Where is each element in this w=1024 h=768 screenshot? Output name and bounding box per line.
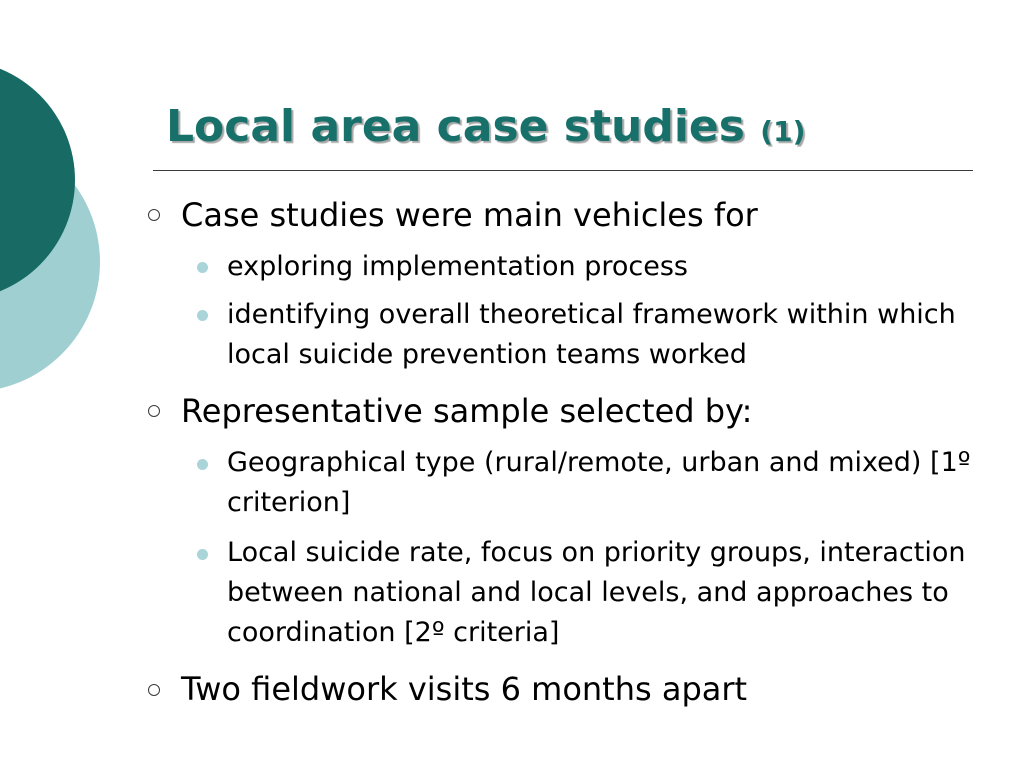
hollow-circle-bullet-icon	[148, 405, 160, 417]
title-divider	[153, 170, 973, 171]
filled-dot-bullet-icon	[197, 549, 208, 560]
decorative-circles	[0, 0, 110, 400]
slide-title-main: Local area case studies	[166, 101, 745, 152]
sub-bullet-geographical: Geographical type (rural/remote, urban and mixed) [1º criterion]	[227, 447, 971, 518]
sub-bullet-identifying: identifying overall theoretical framework within which local suicide prevention teams worked	[227, 299, 956, 370]
sub-bullet-exploring: exploring implementation process	[227, 251, 688, 282]
slide-title-number: (1)	[760, 115, 806, 148]
filled-dot-bullet-icon	[197, 262, 208, 273]
hollow-circle-bullet-icon	[148, 684, 160, 696]
bullet-representative-sample: Representative sample selected by:	[181, 392, 753, 430]
bullet-case-studies: Case studies were main vehicles for	[181, 196, 758, 234]
filled-dot-bullet-icon	[197, 459, 208, 470]
bullet-fieldwork-visits: Two fieldwork visits 6 months apart	[181, 670, 748, 708]
filled-dot-bullet-icon	[197, 310, 208, 321]
sub-bullet-local-suicide-rate: Local suicide rate, focus on priority groups, interaction between national and local levels, and approaches to coordination [2º criteria]	[227, 537, 966, 648]
hollow-circle-bullet-icon	[148, 209, 160, 221]
slide-title	[166, 98, 805, 161]
